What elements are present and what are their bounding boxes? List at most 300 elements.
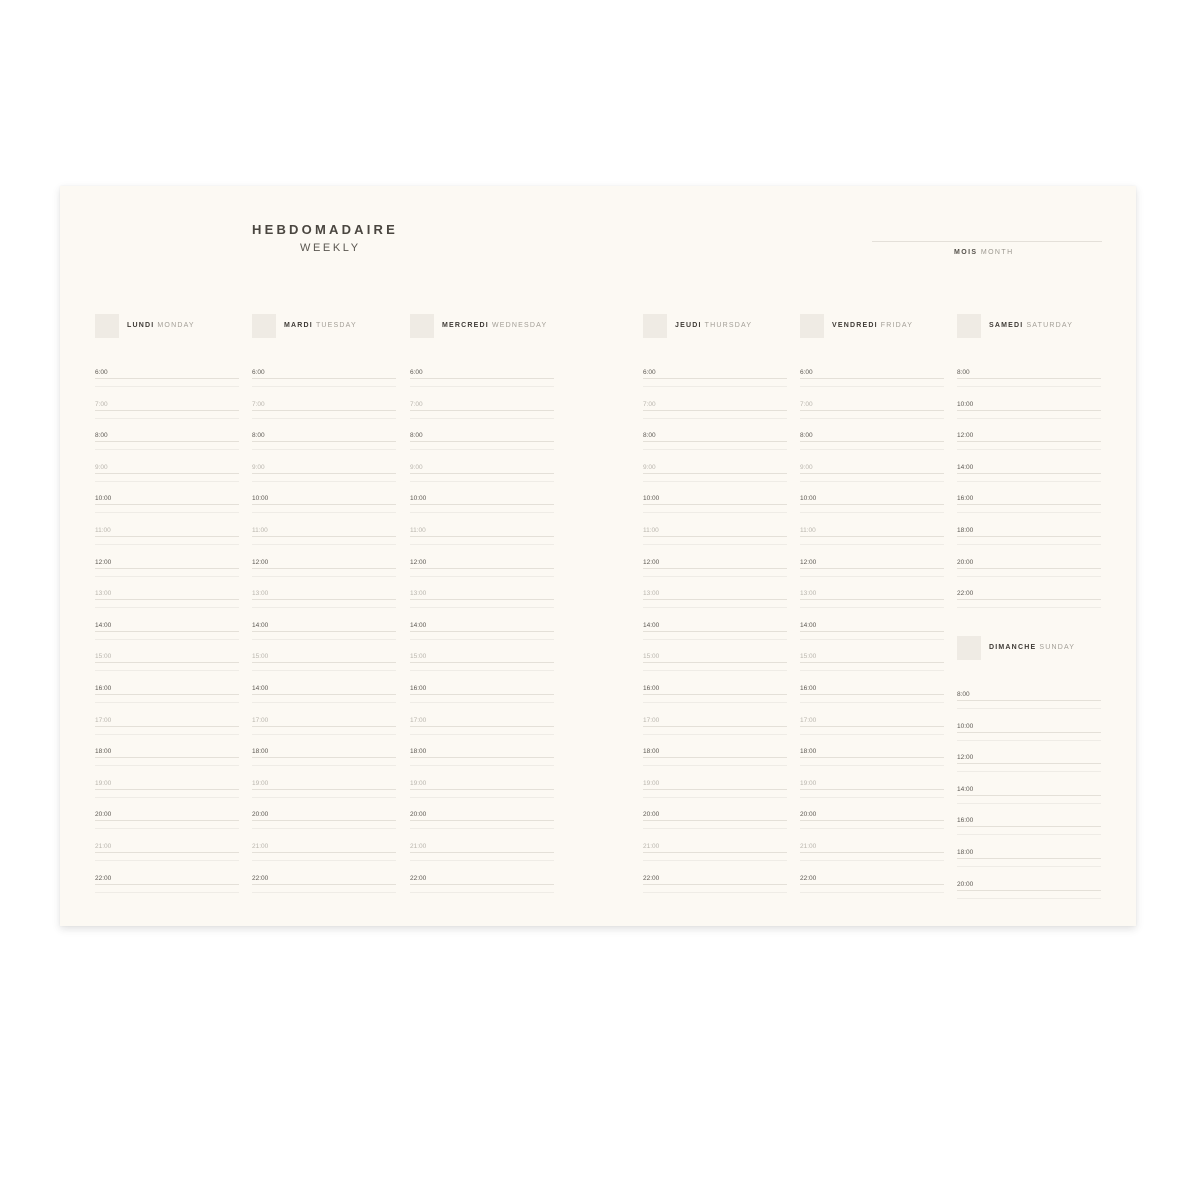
time-label: 10:00 (957, 722, 974, 730)
time-slot[interactable] (800, 548, 944, 580)
time-slot[interactable] (643, 737, 787, 769)
time-label: 16:00 (957, 495, 974, 503)
write-line-light (643, 481, 787, 482)
write-line-light (643, 860, 787, 861)
time-label: 16:00 (410, 684, 427, 692)
write-line (643, 852, 787, 853)
time-slot[interactable] (410, 706, 554, 738)
write-line (95, 631, 239, 632)
time-label: 17:00 (95, 716, 112, 724)
write-line (957, 410, 1101, 411)
write-line (410, 694, 554, 695)
write-line (252, 536, 396, 537)
write-line-light (252, 765, 396, 766)
time-label: 12:00 (957, 754, 974, 762)
time-slot[interactable] (252, 832, 396, 864)
time-slot[interactable] (957, 712, 1101, 744)
time-slot[interactable] (800, 390, 944, 422)
time-label: 9:00 (410, 463, 423, 471)
write-line (410, 757, 554, 758)
time-slot[interactable] (410, 800, 554, 832)
time-slot[interactable] (410, 453, 554, 485)
date-box[interactable] (95, 314, 119, 338)
time-slot[interactable] (643, 484, 787, 516)
time-label: 10:00 (252, 495, 269, 503)
month-write-line[interactable] (872, 241, 1102, 242)
time-slot[interactable] (643, 579, 787, 611)
time-slot[interactable] (957, 516, 1101, 548)
time-slot[interactable] (95, 579, 239, 611)
time-slot[interactable] (957, 358, 1101, 390)
time-label: 10:00 (800, 495, 817, 503)
write-line-light (643, 702, 787, 703)
time-slot[interactable] (800, 674, 944, 706)
time-slot[interactable] (643, 706, 787, 738)
write-line-light (800, 576, 944, 577)
time-slot[interactable] (410, 516, 554, 548)
time-slot[interactable] (95, 674, 239, 706)
write-line (252, 726, 396, 727)
time-slot[interactable] (643, 674, 787, 706)
time-slot[interactable] (252, 642, 396, 674)
time-slot[interactable] (800, 484, 944, 516)
time-slot[interactable] (95, 706, 239, 738)
write-line (643, 726, 787, 727)
day-column-wednesday (410, 314, 554, 882)
write-line (410, 726, 554, 727)
time-label: 13:00 (410, 590, 427, 598)
write-line-light (957, 708, 1101, 709)
write-line-light (95, 576, 239, 577)
write-line (95, 694, 239, 695)
write-line-light (957, 512, 1101, 513)
write-line-light (252, 860, 396, 861)
write-line (957, 441, 1101, 442)
write-line-light (252, 607, 396, 608)
time-label: 10:00 (957, 400, 974, 408)
write-line-light (643, 512, 787, 513)
date-box[interactable] (252, 314, 276, 338)
write-line (95, 410, 239, 411)
write-line-light (800, 418, 944, 419)
time-slot[interactable] (643, 832, 787, 864)
time-slot[interactable] (410, 484, 554, 516)
time-slot[interactable] (957, 806, 1101, 838)
time-slot[interactable] (252, 453, 396, 485)
month-label (954, 249, 1014, 256)
write-line-light (95, 512, 239, 513)
write-line-light (252, 386, 396, 387)
write-line-light (643, 670, 787, 671)
day-name (989, 644, 1075, 651)
write-line-light (410, 607, 554, 608)
write-line (410, 852, 554, 853)
time-label: 22:00 (410, 874, 427, 882)
time-slot[interactable] (95, 548, 239, 580)
time-label: 12:00 (410, 558, 427, 566)
write-line (800, 757, 944, 758)
write-line (957, 536, 1101, 537)
time-slot[interactable] (95, 484, 239, 516)
day-name-fr: VENDREDI (832, 322, 878, 329)
time-slot[interactable] (252, 800, 396, 832)
time-slot[interactable] (410, 548, 554, 580)
write-line (95, 599, 239, 600)
weekly-planner-page (60, 186, 1136, 926)
write-line-light (95, 418, 239, 419)
time-slot[interactable] (957, 870, 1101, 902)
time-slot[interactable] (252, 864, 396, 896)
planner-subtitle: WEEKLY (300, 242, 361, 254)
write-line-light (643, 797, 787, 798)
time-slots (800, 358, 944, 895)
day-name-fr: JEUDI (675, 322, 702, 329)
time-label: 17:00 (410, 716, 427, 724)
write-line-light (643, 544, 787, 545)
write-line (252, 378, 396, 379)
time-slot[interactable] (252, 358, 396, 390)
time-slot[interactable] (410, 769, 554, 801)
day-column-thursday (643, 314, 787, 882)
date-box[interactable] (957, 314, 981, 338)
write-line (252, 694, 396, 695)
time-slot[interactable] (957, 838, 1101, 870)
day-header (800, 314, 944, 338)
day-header (410, 314, 554, 338)
time-slot[interactable] (252, 706, 396, 738)
write-line-light (957, 481, 1101, 482)
write-line-light (800, 892, 944, 893)
time-slot[interactable] (95, 864, 239, 896)
time-slot[interactable] (252, 611, 396, 643)
write-line-light (410, 797, 554, 798)
time-slot[interactable] (957, 775, 1101, 807)
write-line (252, 662, 396, 663)
write-line-light (800, 386, 944, 387)
time-label: 8:00 (95, 432, 108, 440)
write-line (800, 473, 944, 474)
time-label: 17:00 (643, 716, 660, 724)
write-line-light (800, 481, 944, 482)
write-line (957, 858, 1101, 859)
time-slot[interactable] (410, 611, 554, 643)
time-label: 20:00 (800, 811, 817, 819)
time-slot[interactable] (410, 737, 554, 769)
time-slot[interactable] (800, 832, 944, 864)
write-line-light (643, 765, 787, 766)
time-label: 12:00 (252, 558, 269, 566)
time-slot[interactable] (800, 737, 944, 769)
write-line (410, 378, 554, 379)
write-line-light (410, 892, 554, 893)
write-line-light (957, 803, 1101, 804)
time-slot[interactable] (252, 769, 396, 801)
time-slots (957, 358, 1101, 611)
write-line-light (800, 512, 944, 513)
time-slot[interactable] (410, 642, 554, 674)
write-line (95, 820, 239, 821)
date-box[interactable] (643, 314, 667, 338)
time-label: 13:00 (95, 590, 112, 598)
write-line (410, 662, 554, 663)
time-slot[interactable] (800, 864, 944, 896)
write-line-light (410, 512, 554, 513)
write-line (800, 441, 944, 442)
write-line (410, 410, 554, 411)
time-slot[interactable] (800, 642, 944, 674)
time-slot[interactable] (800, 769, 944, 801)
time-label: 14:00 (252, 684, 269, 692)
time-slot[interactable] (643, 769, 787, 801)
write-line (252, 504, 396, 505)
time-label: 9:00 (95, 463, 108, 471)
time-slot[interactable] (643, 864, 787, 896)
time-slot[interactable] (252, 674, 396, 706)
time-label: 11:00 (800, 526, 816, 534)
time-label: 6:00 (410, 369, 423, 376)
time-slot[interactable] (252, 579, 396, 611)
time-slot[interactable] (95, 611, 239, 643)
write-line (800, 599, 944, 600)
time-slot[interactable] (643, 421, 787, 453)
time-label: 8:00 (957, 691, 970, 698)
time-label: 17:00 (800, 716, 817, 724)
time-slot[interactable] (252, 737, 396, 769)
write-line (957, 732, 1101, 733)
time-label: 19:00 (643, 779, 660, 787)
write-line (410, 631, 554, 632)
time-label: 11:00 (252, 526, 268, 534)
write-line (410, 820, 554, 821)
time-slot[interactable] (643, 453, 787, 485)
write-line (800, 694, 944, 695)
time-slot[interactable] (957, 548, 1101, 580)
time-slot[interactable] (800, 611, 944, 643)
time-slot[interactable] (643, 390, 787, 422)
time-slot[interactable] (410, 390, 554, 422)
write-line-light (95, 639, 239, 640)
time-slot[interactable] (95, 800, 239, 832)
day-name (284, 322, 357, 329)
write-line-light (95, 860, 239, 861)
time-slot[interactable] (95, 358, 239, 390)
time-label: 9:00 (800, 463, 813, 471)
time-slot[interactable] (95, 769, 239, 801)
write-line (800, 820, 944, 821)
day-name-en: MONDAY (157, 322, 195, 329)
write-line (957, 599, 1101, 600)
time-slot[interactable] (800, 516, 944, 548)
write-line-light (410, 418, 554, 419)
write-line-light (410, 670, 554, 671)
time-slot[interactable] (957, 680, 1101, 712)
write-line-light (957, 740, 1101, 741)
time-slot[interactable] (252, 548, 396, 580)
time-slot[interactable] (643, 800, 787, 832)
time-label: 11:00 (643, 526, 659, 534)
write-line-light (410, 639, 554, 640)
time-label: 21:00 (643, 842, 660, 850)
time-label: 15:00 (95, 653, 112, 661)
time-label: 14:00 (643, 621, 660, 629)
time-slot[interactable] (957, 484, 1101, 516)
time-slot[interactable] (800, 579, 944, 611)
write-line (410, 473, 554, 474)
time-slot[interactable] (800, 800, 944, 832)
time-label: 20:00 (643, 811, 660, 819)
date-box[interactable] (957, 636, 981, 660)
time-slot[interactable] (95, 642, 239, 674)
time-slot[interactable] (643, 611, 787, 643)
write-line-light (95, 449, 239, 450)
write-line (410, 441, 554, 442)
day-name-en: WEDNESDAY (491, 322, 548, 329)
write-line (252, 599, 396, 600)
time-label: 12:00 (643, 558, 660, 566)
write-line-light (95, 734, 239, 735)
time-slot[interactable] (957, 390, 1101, 422)
time-label: 7:00 (252, 400, 265, 408)
time-slot[interactable] (95, 453, 239, 485)
time-label: 22:00 (252, 874, 269, 882)
time-slots (252, 358, 396, 895)
time-slot[interactable] (643, 516, 787, 548)
day-header (95, 314, 239, 338)
time-slot[interactable] (252, 484, 396, 516)
write-line (410, 599, 554, 600)
write-line-light (800, 765, 944, 766)
date-box[interactable] (410, 314, 434, 338)
time-label: 14:00 (957, 785, 974, 793)
write-line-light (410, 386, 554, 387)
write-line (800, 378, 944, 379)
write-line (95, 757, 239, 758)
write-line (643, 410, 787, 411)
write-line (95, 441, 239, 442)
time-label: 6:00 (800, 369, 813, 376)
time-slot[interactable] (95, 737, 239, 769)
time-label: 14:00 (95, 621, 112, 629)
time-slot[interactable] (252, 516, 396, 548)
write-line-light (957, 386, 1101, 387)
time-label: 11:00 (410, 526, 426, 534)
write-line (410, 884, 554, 885)
write-line (252, 473, 396, 474)
date-box[interactable] (800, 314, 824, 338)
time-slot[interactable] (410, 864, 554, 896)
time-label: 8:00 (252, 432, 265, 440)
write-line (957, 826, 1101, 827)
write-line (95, 726, 239, 727)
time-label: 18:00 (957, 848, 974, 856)
write-line-light (410, 449, 554, 450)
write-line-light (800, 734, 944, 735)
time-slot[interactable] (643, 548, 787, 580)
time-slot[interactable] (643, 642, 787, 674)
write-line-light (643, 892, 787, 893)
day-name-fr: MERCREDI (442, 322, 489, 329)
write-line (252, 441, 396, 442)
day-column-friday (800, 314, 944, 882)
time-slot[interactable] (410, 421, 554, 453)
time-label: 15:00 (800, 653, 817, 661)
day-column-tuesday (252, 314, 396, 882)
time-slot[interactable] (95, 421, 239, 453)
write-line (643, 568, 787, 569)
time-label: 13:00 (643, 590, 660, 598)
write-line (95, 378, 239, 379)
write-line-light (800, 639, 944, 640)
time-slot[interactable] (800, 421, 944, 453)
write-line (643, 504, 787, 505)
time-slot[interactable] (410, 579, 554, 611)
time-slot[interactable] (800, 453, 944, 485)
time-slot[interactable] (800, 706, 944, 738)
write-line-light (643, 734, 787, 735)
write-line (643, 473, 787, 474)
write-line (800, 852, 944, 853)
time-slot[interactable] (410, 358, 554, 390)
time-label: 8:00 (410, 432, 423, 440)
time-slot[interactable] (252, 421, 396, 453)
write-line-light (410, 481, 554, 482)
write-line-light (95, 607, 239, 608)
write-line (252, 789, 396, 790)
write-line-light (252, 512, 396, 513)
day-column-sunday (957, 636, 1101, 888)
time-slot[interactable] (95, 390, 239, 422)
write-line-light (252, 576, 396, 577)
write-line (800, 631, 944, 632)
write-line-light (252, 418, 396, 419)
time-slot[interactable] (95, 832, 239, 864)
time-label: 15:00 (643, 653, 660, 661)
write-line-light (643, 449, 787, 450)
time-slot[interactable] (643, 358, 787, 390)
time-label: 18:00 (95, 748, 112, 756)
time-slot[interactable] (957, 453, 1101, 485)
time-slot[interactable] (410, 674, 554, 706)
time-label: 18:00 (800, 748, 817, 756)
write-line (95, 536, 239, 537)
time-slot[interactable] (957, 421, 1101, 453)
write-line-light (957, 834, 1101, 835)
write-line-light (252, 828, 396, 829)
time-slot[interactable] (410, 832, 554, 864)
time-slot[interactable] (252, 390, 396, 422)
write-line (957, 568, 1101, 569)
time-label: 6:00 (95, 369, 108, 376)
time-label: 20:00 (410, 811, 427, 819)
time-label: 10:00 (410, 495, 427, 503)
write-line (957, 890, 1101, 891)
time-slot[interactable] (957, 579, 1101, 611)
time-slot[interactable] (957, 743, 1101, 775)
time-label: 8:00 (800, 432, 813, 440)
write-line (252, 631, 396, 632)
write-line (95, 504, 239, 505)
time-label: 18:00 (957, 526, 974, 534)
time-label: 18:00 (252, 748, 269, 756)
time-label: 18:00 (410, 748, 427, 756)
time-slot[interactable] (800, 358, 944, 390)
write-line-light (252, 702, 396, 703)
write-line-light (410, 576, 554, 577)
time-slot[interactable] (95, 516, 239, 548)
write-line (95, 662, 239, 663)
day-column-saturday (957, 314, 1101, 598)
day-name-en: SATURDAY (1026, 322, 1074, 329)
